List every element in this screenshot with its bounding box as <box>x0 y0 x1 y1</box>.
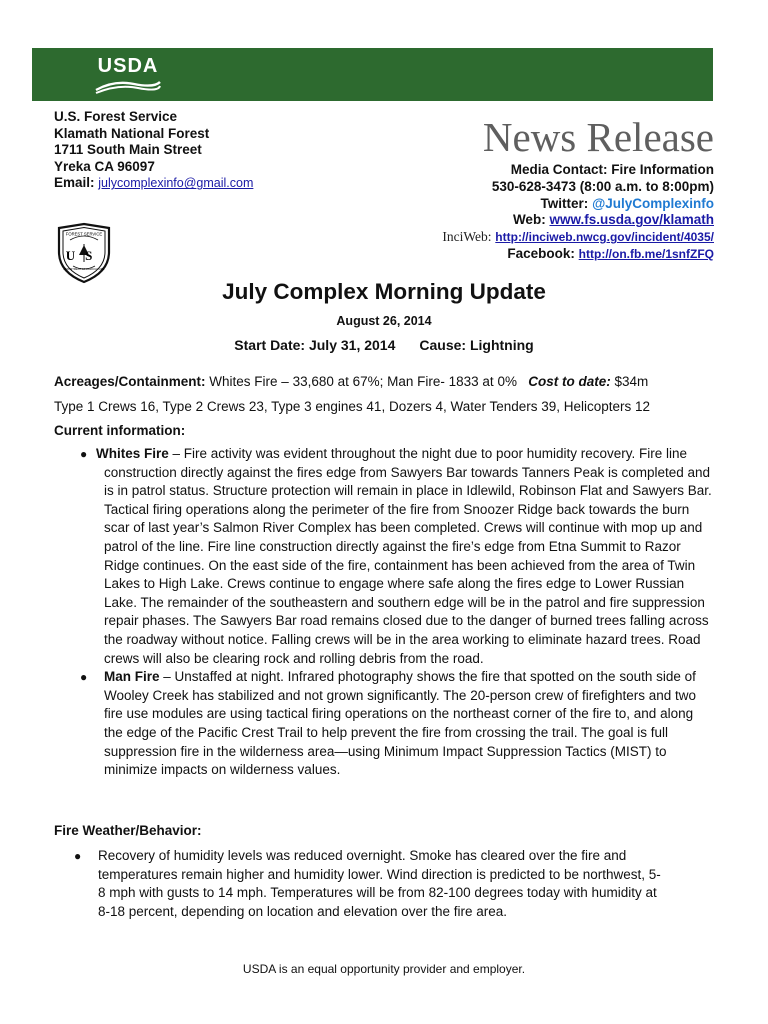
media-contact: Media Contact: Fire Information <box>510 162 714 177</box>
office-address <box>54 109 253 192</box>
web-label: Web: <box>512 212 546 228</box>
list-item <box>0 847 665 921</box>
forest-service-shield-icon <box>55 222 113 284</box>
web-link[interactable]: www.fs.usda.gov/klamath <box>549 212 714 228</box>
acreage-label: Acreages/Containment: <box>54 374 206 389</box>
shield-arc-text: FOREST SERVICE <box>65 231 103 237</box>
fire-weather-heading <box>54 822 719 841</box>
fire-name: Whites Fire <box>96 446 169 461</box>
media-contact-block <box>442 162 714 263</box>
address-city: Yreka CA 96097 <box>54 158 155 174</box>
twitter-label: Twitter: <box>540 195 589 211</box>
fire-weather-list <box>0 847 768 921</box>
bullet-icon: ● <box>80 447 88 461</box>
email-label: Email: <box>54 175 95 191</box>
web-row <box>442 212 714 229</box>
twitter-handle[interactable]: @JulyComplexinfo <box>592 195 714 211</box>
current-info-list <box>0 445 768 780</box>
facebook-label: Facebook: <box>507 245 575 261</box>
acreage-containment <box>54 373 719 392</box>
usda-banner <box>32 48 713 101</box>
address-agency: U.S. Forest Service <box>54 109 178 124</box>
resources-line: Type 1 Crews 16, Type 2 Crews 23, Type 3 engines 41, Dozers 4, Water Tenders 39, Helicopters 12 <box>54 399 651 414</box>
address-street: 1711 South Main Street <box>54 142 202 158</box>
usda-logo <box>94 55 162 95</box>
fire-description: – Fire activity was evident throughout the night due to poor humidity recovery. Fire line construction directly against the fires edge from Sawyers Bar towards Tanners Peak is completed and is in patrol status. Structure protection will remain in place in Idlewild, Robinson Flat and Sawyers Bar. Tactical firing operations along the perimeter of the fire from Snoozer Ridge back towards the burn scar of last year’s Salmon River Complex has been completed. Crews will continue with mop up and patrol of the line. Fire line construction directly against the fire’s edge from Etna Summit to Razor Ridge continues. On the east side of the fire, containment has been achieved from the area of Twin Lakes to High Lake. Crews continue to engage where safe along the fires edge to Lower Russian Lake. The remainder of the southeastern and southern edge will be in the patrol and fire suppression repair phases. The Sawyers Bar road remains closed due to the danger of burned trees falling across the roadway without notice. Falling crews will be in the area working to eliminate hazard trees. Road crews will also be clearing rock and rolling debris from the road. <box>104 446 712 666</box>
twitter-row <box>442 196 714 213</box>
address-forest: Klamath National Forest <box>54 125 210 141</box>
inciweb-label: InciWeb: <box>442 229 492 245</box>
footer-disclaimer: USDA is an equal opportunity provider and employer. <box>242 962 526 976</box>
inciweb-row <box>442 229 714 246</box>
acreage-text: Whites Fire – 33,680 at 67%; Man Fire- 1833 at 0% <box>205 374 517 389</box>
fire-name: Man Fire <box>104 669 160 685</box>
facebook-row <box>442 246 714 263</box>
cost-value: $34m <box>610 374 649 389</box>
fire-description: – Unstaffed at night. Infrared photography shows the fire that spotted on the south side of Wooley Creek has stabilized and not grown significantly. The 20-person crew of firefighters and two fire use modules are using tactical firing operations on the northeast corner of the fire to, and along the edge of the Pacific Crest Trail to help prevent the fire from crossing the trail. The goal is full suppression fire in the wilderness area—using Minimum Impact Suppression Tactics (MIST) to minimize impacts on wilderness values. <box>104 669 697 778</box>
bullet-icon: ● <box>74 849 82 863</box>
news-release-title: News Release <box>482 114 714 160</box>
document-title: July Complex Morning Update <box>222 279 546 304</box>
email-link[interactable]: julycomplexinfo@gmail.com <box>98 176 254 191</box>
bullet-icon: ● <box>80 670 88 685</box>
contact-phone: 530-628-3473 (8:00 a.m. to 8:00pm) <box>491 178 714 194</box>
shield-letters: US <box>65 248 103 263</box>
shield-bottom-text: DEPARTMENT OF AGRICULTURE <box>63 268 105 271</box>
fire-weather-heading-text: Fire Weather/Behavior: <box>54 823 202 838</box>
start-date: Start Date: July 31, 2014 <box>234 337 396 353</box>
address-email-row <box>54 175 253 192</box>
usda-hills-icon <box>94 78 162 94</box>
inciweb-link[interactable]: http://inciweb.nwcg.gov/incident/4035/ <box>495 230 714 245</box>
document-date: August 26, 2014 <box>336 314 432 328</box>
weather-description: Recovery of humidity levels was reduced overnight. Smoke has cleared over the fire and temperatures remain higher and humidity lower. Wind direction is predicted to be northwest, 5-8 mph with gusts to 14 mph. Temperatures will be from 82-100 degrees today with humidity at 8-18 percent, depending on location and elevation over the fire area. <box>98 848 661 919</box>
current-information-heading: Current information: <box>54 423 186 438</box>
usda-wordmark: USDA <box>97 55 159 77</box>
facebook-link[interactable]: http://on.fb.me/1snfZFQ <box>578 246 714 261</box>
list-item <box>0 668 714 780</box>
list-item <box>0 445 714 668</box>
start-cause-line <box>0 337 768 353</box>
cost-label: Cost to date: <box>528 374 611 389</box>
cause: Cause: Lightning <box>419 337 534 353</box>
